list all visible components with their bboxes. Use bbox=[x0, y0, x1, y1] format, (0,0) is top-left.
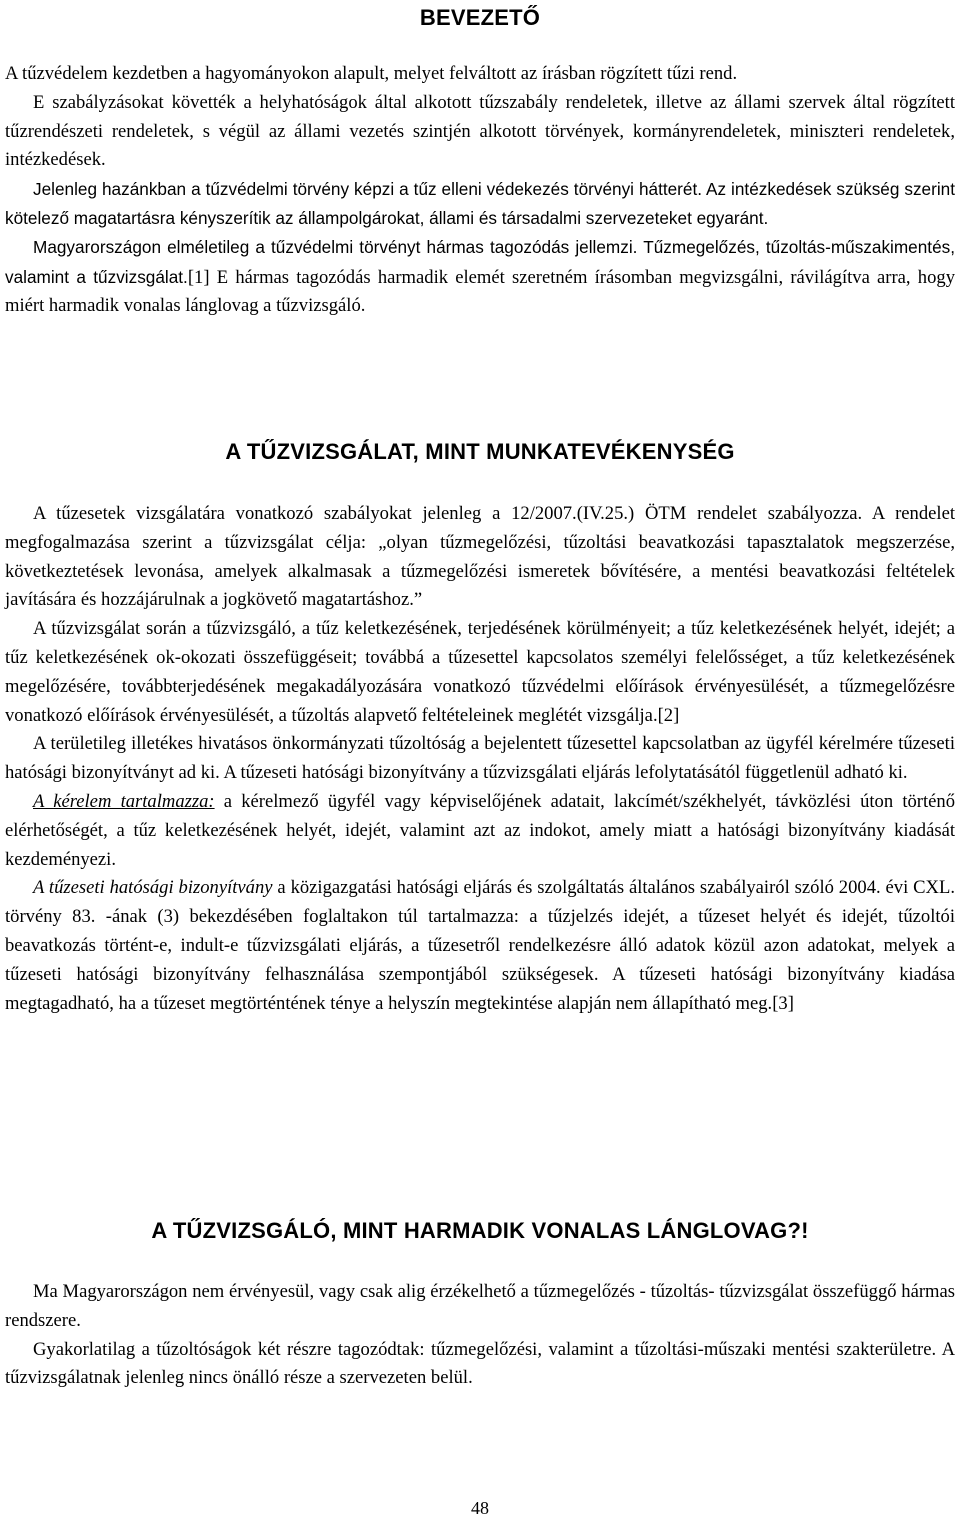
section1-body bbox=[5, 500, 955, 1018]
section1-paragraph-5 bbox=[5, 874, 955, 1018]
intro-heading: BEVEZETŐ bbox=[419, 5, 541, 30]
section1-heading: A TŰZVIZSGÁLAT, MINT MUNKATEVÉKENYSÉG bbox=[225, 439, 735, 464]
certificate-text: a közigazgatási hatósági eljárás és szolgáltatás általános szabályairól szóló 2004. évi CXL. törvény 83. -ának (3) bekezdésében foglaltakon túl tartalmazza: a tűzjelzés idejét, a tűzeset helyét és idejét, tűzoltói beavatkozás történt-e, indult-e tűzvizsgálati eljárás, a tűzesetről rendelkezésre álló adatok közül azon adatokat, melyek a tűzeseti hatósági bizonyítvány felhasználása szempontjából szükségesek. A tűzeseti hatósági bizonyítvány kiadása megtagadható, ha a tűzeset megtörténtének ténye a helyszín megtekintése alapján nem állapítható meg.[3] bbox=[5, 877, 955, 1014]
intro-paragraph-1: A tűzvédelem kezdetben a hagyományokon alapult, melyet felváltott az írásban rögzített tűzi rend. bbox=[5, 63, 738, 84]
section2-heading: A TŰZVIZSGÁLÓ, MINT HARMADIK VONALAS LÁNGLOVAG?! bbox=[151, 1218, 809, 1243]
page-number: 48 bbox=[471, 1498, 489, 1518]
intro-paragraph-4-serif: [1] E hármas tagozódás harmadik elemét szeretném írásomban megvizsgálni, rávilágítva arra, hogy miért harmadik vonalas lánglovag a tűzvizsgáló. bbox=[5, 266, 955, 317]
section1-paragraph-2: A tűzvizsgálat során a tűzvizsgáló, a tűz keletkezésének, terjedésének körülményeit; a tűz keletkezésének helyét, idejét; a tűz keletkezésének ok-okozati összefüggéseit; továbbá a tűzesettel kapcsolatos személyi felelősséget, a tűz keletkezésének megelőzésére, továbbterjedésének megakadályozására vonatkozó tűzvédelmi előírások érvényesülését, a tűzmegelőzésre vonatkozó előírások érvényesülését, a tűzoltás alapvető feltételeinek meglétét vizsgálja.[2] bbox=[5, 618, 955, 726]
request-contents-text: a kérelmező ügyfél vagy képviselőjének adatait, lakcímét/székhelyét, távközlési úton történő elérhetőségét, a tűz keletkezésének helyét, idejét, valamint azt az indokot, amely miatt a hatósági bizonyítvány kiadását kezdeményezi. bbox=[5, 790, 955, 870]
section2-paragraph-1: Ma Magyarországon nem érvényesül, vagy csak alig érzékelhető a tűzmegelőzés - tűzoltás- tűzvizsgálat összefüggő hármas rendszere. bbox=[5, 1281, 955, 1331]
section1-paragraph-1: A tűzesetek vizsgálatára vonatkozó szabályokat jelenleg a 12/2007.(IV.25.) ÖTM rendelet szabályozza. A rendelet megfogalmazása szerint a tűzvizsgálat célja: „olyan tűzmegelőzési, tűzoltási beavatkozási tapasztalatok megszerzése, következtetések levonása, amelyek alkalmasak a tűzmegelőzési ismeretek bővítésére, a mentési beavatkozási feltételek javítására és hozzájárulnak a jogkövető magatartáshoz.” bbox=[5, 503, 955, 611]
intro-paragraph-3: Jelenleg hazánkban a tűzvédelmi törvény képzi a tűz elleni védekezés törvényi hátterét. Az intézkedések szükség szerint kötelező magatartásra kényszerítik az állampolgárokat, állami és társadalmi szervezeteket egyaránt. bbox=[5, 179, 955, 228]
certificate-lead: A tűzeseti hatósági bizonyítvány bbox=[33, 877, 273, 899]
intro-section bbox=[5, 60, 955, 321]
intro-paragraph-4 bbox=[5, 233, 955, 321]
section1-paragraph-4 bbox=[5, 788, 955, 874]
section2-paragraph-2: Gyakorlatilag a tűzoltóságok két részre tagozódtak: tűzmegelőzési, valamint a tűzoltási-műszaki mentési szakterületre. A tűzvizsgálatnak jelenleg nincs önálló része a szervezeten belül. bbox=[5, 1338, 955, 1389]
section2-body bbox=[5, 1278, 955, 1393]
intro-paragraph-4-sans: Magyarországon elméletileg a tűzvédelmi törvényt hármas tagozódás jellemzi. Tűzmegelőzés, tűzoltás-műszakimentés, valamint a tűzvizsgálat. bbox=[5, 236, 955, 287]
request-contents-lead: A kérelem tartalmazza: bbox=[33, 790, 215, 812]
section1-paragraph-3: A területileg illetékes hivatásos önkormányzati tűzoltóság a bejelentett tűzesettel kapcsolatban az ügyfél kérelmére tűzeseti hatósági bizonyítványt ad ki. A tűzeseti hatósági bizonyítvány a tűzvizsgálati eljárás lefolytatásától függetlenül adható ki. bbox=[5, 733, 955, 784]
intro-paragraph-2: E szabályzásokat követték a helyhatóságok által alkotott tűzszabály rendeletek, illetve az állami szervek által rögzített tűzrendészeti rendeletek, s végül az állami vezetés szintjén alkotott törvények, kormányrendeletek, miniszteri rendeletek, intézkedések. bbox=[5, 91, 955, 171]
